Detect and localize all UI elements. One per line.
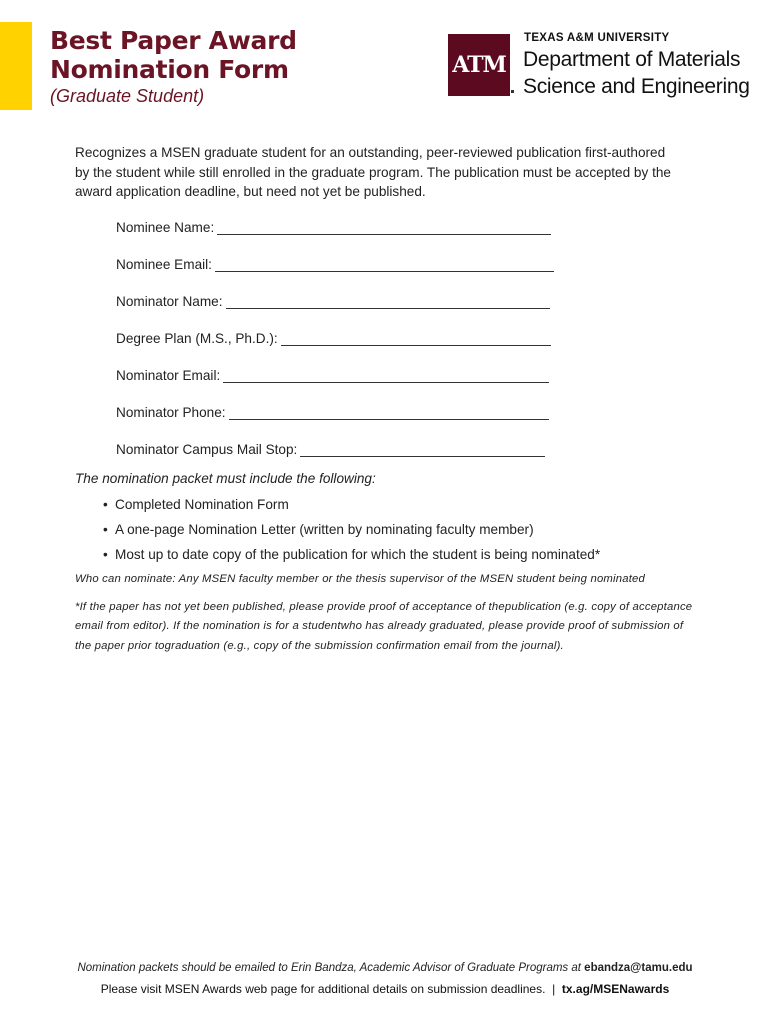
university-name: TEXAS A&M UNIVERSITY: [524, 32, 670, 44]
awards-page-link[interactable]: tx.ag/MSENawards: [561, 982, 670, 996]
tamu-logo: [448, 34, 510, 96]
form-subtitle: (Graduate Student): [50, 86, 205, 106]
mail-stop-field[interactable]: [116, 442, 545, 457]
logo-trademark-dot: [511, 90, 514, 93]
bullet-icon: •: [103, 522, 108, 537]
packet-requirements-title: The nomination packet must include the following:: [75, 471, 376, 486]
separator: |: [552, 982, 556, 996]
list-item-text: A one-page Nomination Letter (written by nominating faculty member): [115, 522, 534, 537]
department-name: [523, 46, 750, 100]
list-item: [103, 495, 600, 520]
nominator-phone-field[interactable]: [116, 405, 549, 420]
field-label: Nominator Phone:: [116, 405, 226, 420]
awards-page-notice: [0, 982, 770, 996]
nominator-email-input-line[interactable]: [223, 368, 549, 383]
field-label: Nominator Name:: [116, 294, 223, 309]
field-label: Degree Plan (M.S., Ph.D.):: [116, 331, 278, 346]
accent-bar: [0, 22, 32, 110]
field-label: Nominee Name:: [116, 220, 215, 235]
nominator-email-field[interactable]: [116, 368, 549, 383]
intro-paragraph: Recognizes a MSEN graduate student for an outstanding, peer-reviewed publication first-authored by the student while still enrolled in the graduate program. The publication must be accepted by the award application deadline, but need not yet be published.: [75, 145, 671, 199]
field-label: Nominee Email:: [116, 257, 212, 272]
field-label: Nominator Campus Mail Stop:: [116, 442, 298, 457]
degree-plan-field[interactable]: [116, 331, 551, 346]
nominee-email-input-line[interactable]: [215, 257, 554, 272]
logo-text: ATM: [452, 52, 506, 78]
list-item: [103, 545, 600, 570]
form-title: [50, 26, 297, 84]
mail-stop-input-line[interactable]: [300, 442, 545, 457]
nominator-name-input-line[interactable]: [226, 294, 550, 309]
contact-email-link[interactable]: ebandza@tamu.edu: [584, 962, 693, 974]
dept-line-1: Department of Materials: [523, 48, 741, 71]
nominee-name-field[interactable]: [116, 220, 551, 235]
bullet-icon: •: [103, 547, 108, 562]
bullet-icon: •: [103, 497, 108, 512]
who-can-nominate: Who can nominate: Any MSEN faculty member or the thesis supervisor of the MSEN student being nominated: [75, 573, 646, 585]
packet-requirements-list: [103, 495, 600, 570]
dept-line-2: Science and Engineering: [523, 75, 750, 98]
list-item: [103, 520, 600, 545]
nominator-phone-input-line[interactable]: [229, 405, 549, 420]
nominator-name-field[interactable]: [116, 294, 550, 309]
awards-notice-text: Please visit MSEN Awards web page for additional details on submission deadlines.: [100, 982, 546, 996]
list-item-text: Most up to date copy of the publication for which the student is being nominated*: [115, 547, 601, 562]
degree-plan-input-line[interactable]: [281, 331, 551, 346]
title-line-2: Nomination Form: [50, 55, 289, 84]
nominee-email-field[interactable]: [116, 257, 554, 272]
submission-instructions: [0, 962, 770, 974]
list-item-text: Completed Nomination Form: [115, 497, 289, 512]
footnote: *If the paper has not yet been published, please provide proof of acceptance of thepublication (e.g. copy of acceptance email from editor). If the nomination is for a studentwho has already graduated, please provide proof of submission of the paper prior tograduation (e.g., copy of the submission confirmation email from the journal).: [75, 601, 693, 652]
field-label: Nominator Email:: [116, 368, 221, 383]
submission-text: Nomination packets should be emailed to Erin Bandza, Academic Advisor of Graduate Programs at: [77, 962, 581, 974]
nominee-name-input-line[interactable]: [217, 220, 551, 235]
title-line-1: Best Paper Award: [50, 26, 297, 55]
